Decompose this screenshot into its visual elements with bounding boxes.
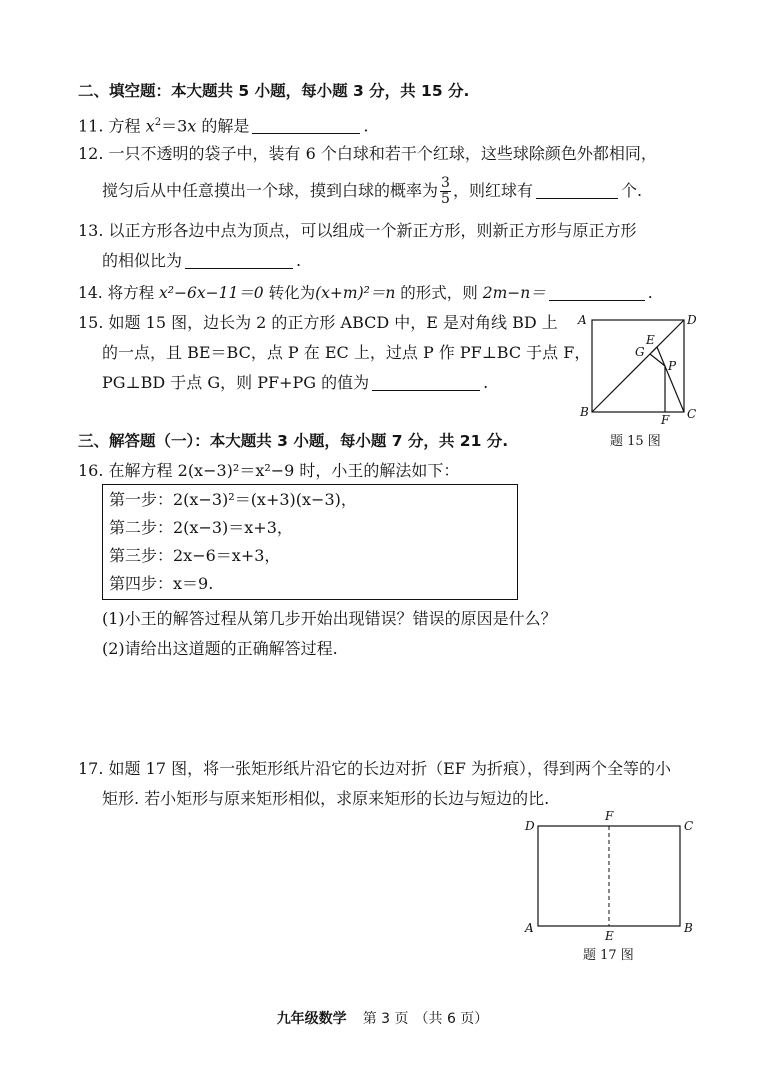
answer-blank[interactable]: [252, 116, 360, 134]
question-number: 16.: [78, 461, 104, 480]
figure-17-caption: 题 17 图: [583, 948, 634, 963]
label-p: P: [668, 359, 677, 373]
section-2-heading: 二、填空题：本大题共 5 小题，每小题 3 分，共 15 分.: [78, 82, 470, 100]
question-16-sub-1: (1)小王的解答过程从第几步开始出现错误？错误的原因是什么？: [102, 609, 557, 628]
question-12-line-2: 搅匀后从中任意摸出一个球，摸到白球的概率为 $\frac{3}{5}$ ，则红球有 个.: [102, 175, 643, 207]
label-g: G: [635, 345, 645, 359]
solution-step-2: 第二步：2(x−3)＝x+3，: [109, 518, 293, 537]
question-17-line-1: 17. 如题 17 图，将一张矩形纸片沿它的长边对折（EF 为折痕），得到两个全等的小: [78, 759, 671, 778]
answer-blank[interactable]: [372, 373, 480, 391]
answer-blank[interactable]: [549, 283, 645, 301]
label-f: F: [605, 809, 614, 823]
label-b: B: [684, 921, 693, 935]
label-e: E: [605, 929, 614, 943]
question-16-intro: 16. 在解方程 2(x−3)²＝x²−9 时，小王的解法如下：: [78, 461, 460, 480]
question-14: 14. 将方程 x²−6x−11＝0 转化为(x+m)²＝n 的形式，则 2m−n＝ .: [78, 284, 653, 302]
question-number: 13.: [78, 221, 104, 240]
segment-ge: [652, 347, 657, 352]
question-11: 11. 方程 $x^2=3x$ 的解是 .: [78, 116, 369, 136]
label-a: A: [525, 921, 534, 935]
question-16-sub-2: (2)请给出这道题的正确解答过程.: [102, 639, 338, 658]
solution-steps-box: [102, 484, 518, 600]
label-d: D: [687, 313, 697, 327]
label-c: C: [684, 819, 694, 833]
label-b: B: [580, 405, 589, 419]
label-d: D: [525, 819, 535, 833]
question-number: 11.: [78, 116, 104, 136]
label-c: C: [687, 407, 697, 421]
label-e: E: [646, 333, 655, 347]
question-number: 12.: [78, 144, 104, 163]
section-3-heading: 三、解答题（一）：本大题共 3 小题，每小题 7 分，共 21 分.: [78, 432, 509, 450]
question-12-line-1: 12. 一只不透明的袋子中，装有 6 个白球和若干个红球，这些球除颜色外都相同，: [78, 144, 657, 163]
figure-15: [570, 306, 700, 446]
segment-ec: [657, 347, 684, 412]
solution-step-1: 第一步：2(x−3)²＝(x+3)(x−3)，: [109, 490, 357, 509]
footer-subject: 九年级数学: [276, 1011, 347, 1027]
question-number: 15.: [78, 313, 104, 332]
probability-fraction: $\frac{3}{5}$: [441, 175, 450, 207]
question-13-line-1: 13. 以正方形各边中点为顶点，可以组成一个新正方形，则新正方形与原正方形: [78, 221, 637, 240]
page-footer: [0, 1008, 765, 1028]
figure-17: [520, 808, 700, 948]
label-f: F: [661, 413, 670, 427]
answer-blank[interactable]: [536, 181, 618, 199]
question-17-line-2: 矩形. 若小矩形与原来矩形相似，求原来矩形的长边与短边的比.: [102, 789, 550, 808]
question-number: 17.: [78, 759, 104, 778]
solution-step-4: 第四步：x＝9.: [109, 574, 214, 593]
solution-step-3: 第三步：2x−6＝x+3，: [109, 546, 281, 565]
answer-blank[interactable]: [185, 251, 293, 269]
question-number: 14.: [78, 284, 103, 302]
figure-15-caption: 题 15 图: [610, 434, 661, 449]
footer-total: （共 6 页）: [414, 1011, 489, 1027]
footer-page: 第 3 页: [362, 1011, 409, 1027]
question-15-line-1: 15. 如题 15 图，边长为 2 的正方形 ABCD 中，E 是对角线 BD 上: [78, 313, 558, 332]
label-a: A: [578, 313, 587, 327]
question-15-line-3: PG⊥BD 于点 G，则 PF+PG 的值为 .: [102, 373, 489, 392]
question-13-line-2: 的相似比为 .: [102, 251, 302, 270]
question-15-line-2: 的一点，且 BE＝BC，点 P 在 EC 上，过点 P 作 PF⊥BC 于点 F，: [102, 343, 591, 362]
